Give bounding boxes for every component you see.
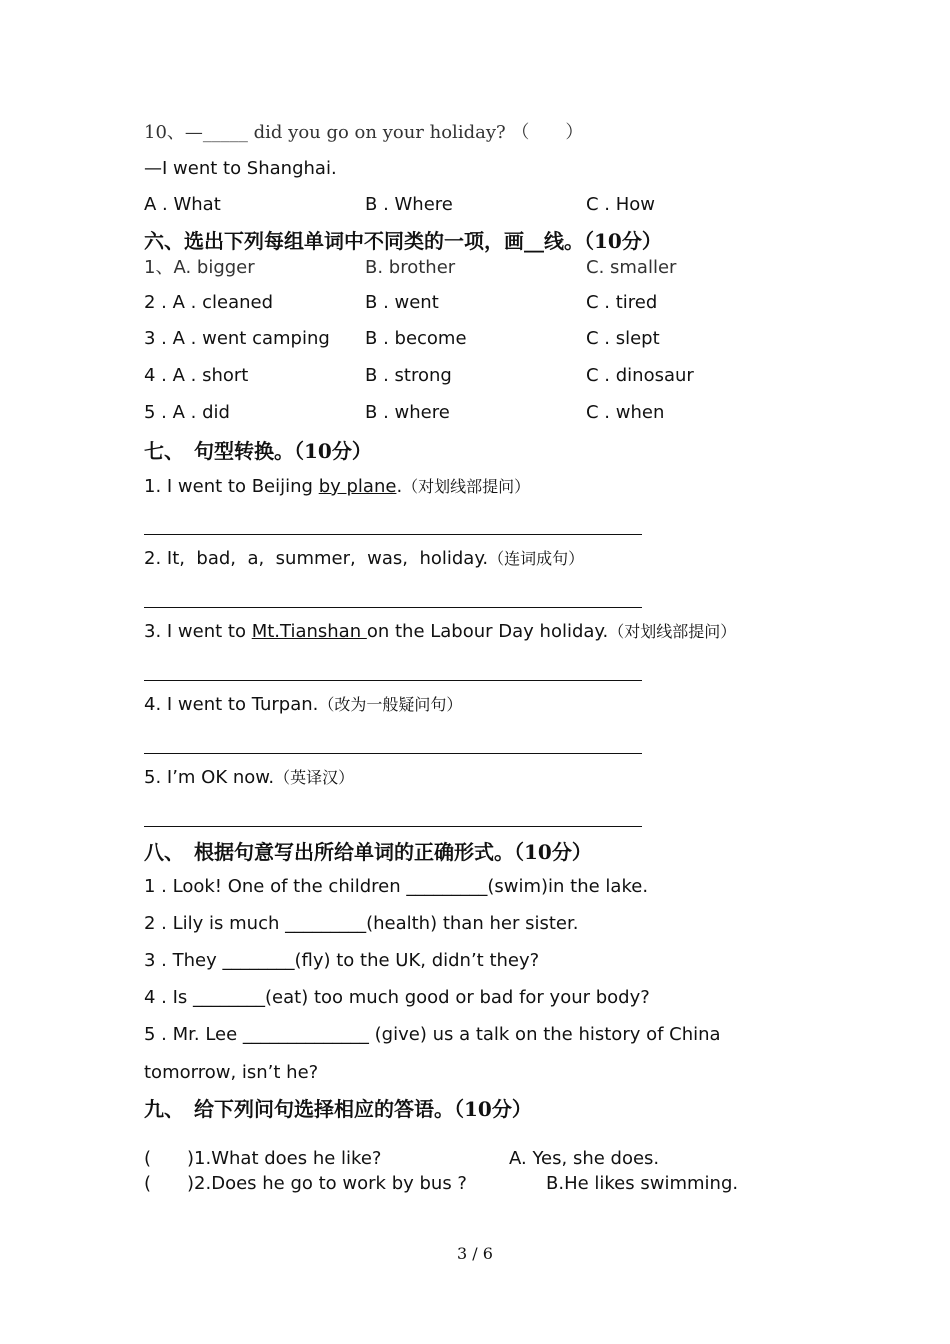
s7-item1-note: （对划线部提问） xyxy=(402,477,531,496)
s6-row2-c: C . tired xyxy=(586,292,658,313)
s7-item2 xyxy=(144,548,584,570)
s7-item1-post: . xyxy=(396,476,403,497)
s6-row4-b: B . strong xyxy=(365,365,452,386)
section8-title: 八、 根据句意写出所给单词的正确形式。（10分） xyxy=(144,840,592,864)
s6-row4-a: 4 . A . short xyxy=(144,365,249,386)
answer-line-5[interactable] xyxy=(144,826,642,827)
q10-option-a: A . What xyxy=(144,194,221,215)
section9-title: 九、 给下列问句选择相应的答语。（10分） xyxy=(144,1097,532,1121)
s7-item4-note: （改为一般疑问句） xyxy=(318,695,463,714)
section7-title: 七、 句型转换。（10分） xyxy=(144,439,372,463)
s6-row3-a: 3 . A . went camping xyxy=(144,328,330,349)
s9-question2: ( )2.Does he go to work by bus ? xyxy=(144,1173,467,1194)
s8-item3: 3 . They ________(fly) to the UK, didn’t they? xyxy=(144,950,540,971)
q10-stem: 10、—_____ did you go on your holiday? （ ） xyxy=(144,122,584,143)
q10-option-c: C . How xyxy=(586,194,656,215)
section6-title: 六、选出下列每组单词中不同类的一项，画__线。（10分） xyxy=(144,229,662,253)
s8-item4: 4 . Is ________(eat) too much good or bad for your body? xyxy=(144,987,650,1008)
s7-item1-text: 1. I went to Beijing xyxy=(144,476,319,497)
s9-question1: ( )1.What does he like? xyxy=(144,1148,382,1169)
s7-item3-post: on the Labour Day holiday. xyxy=(366,621,609,642)
s6-row1-b: B. brother xyxy=(365,257,456,278)
s7-item1-underlined: by plane xyxy=(318,476,397,497)
s9-answer-a: A. Yes, she does. xyxy=(509,1148,660,1169)
s7-item5-note: （英译汉） xyxy=(274,768,355,787)
s8-item2: 2 . Lily is much _________(health) than her sister. xyxy=(144,913,579,934)
s6-row1-c: C. smaller xyxy=(586,257,677,278)
s7-item2-text: 2. It, bad, a, summer, was, holiday. xyxy=(144,548,489,569)
s7-item3-note: （对划线部提问） xyxy=(608,622,737,641)
s7-item5-text: 5. I’m OK now. xyxy=(144,767,275,788)
s6-row3-c: C . slept xyxy=(586,328,660,349)
s7-item2-note: （连词成句） xyxy=(488,549,585,568)
q10-option-b: B . Where xyxy=(365,194,453,215)
s7-item1 xyxy=(144,476,530,498)
s6-row5-a: 5 . A . did xyxy=(144,402,230,423)
answer-line-1[interactable] xyxy=(144,534,642,535)
s6-row5-c: C . when xyxy=(586,402,665,423)
s6-row2-a: 2 . A . cleaned xyxy=(144,292,274,313)
s7-item4-text: 4. I went to Turpan. xyxy=(144,694,319,715)
s6-row4-c: C . dinosaur xyxy=(586,365,694,386)
s8-item1: 1 . Look! One of the children _________(swim)in the lake. xyxy=(144,876,649,897)
s6-row5-b: B . where xyxy=(365,402,450,423)
s7-item3 xyxy=(144,621,736,643)
q10-answer-line: —I went to Shanghai. xyxy=(144,158,337,179)
s7-item3-text: 3. I went to xyxy=(144,621,252,642)
page-number: 3 / 6 xyxy=(457,1244,493,1263)
s6-row3-b: B . become xyxy=(365,328,467,349)
s7-item3-underlined: Mt.Tianshan xyxy=(251,621,367,642)
s6-row1-a: 1、A. bigger xyxy=(144,257,255,278)
answer-line-3[interactable] xyxy=(144,680,642,681)
answer-line-2[interactable] xyxy=(144,607,642,608)
s7-item5 xyxy=(144,767,354,789)
s7-item4 xyxy=(144,694,462,716)
s6-row2-b: B . went xyxy=(365,292,439,313)
s8-item5-cont: tomorrow, isn’t he? xyxy=(144,1062,319,1083)
s8-item5: 5 . Mr. Lee ______________ (give) us a talk on the history of China xyxy=(144,1024,721,1045)
answer-line-4[interactable] xyxy=(144,753,642,754)
s9-answer-b: B.He likes swimming. xyxy=(546,1173,739,1194)
